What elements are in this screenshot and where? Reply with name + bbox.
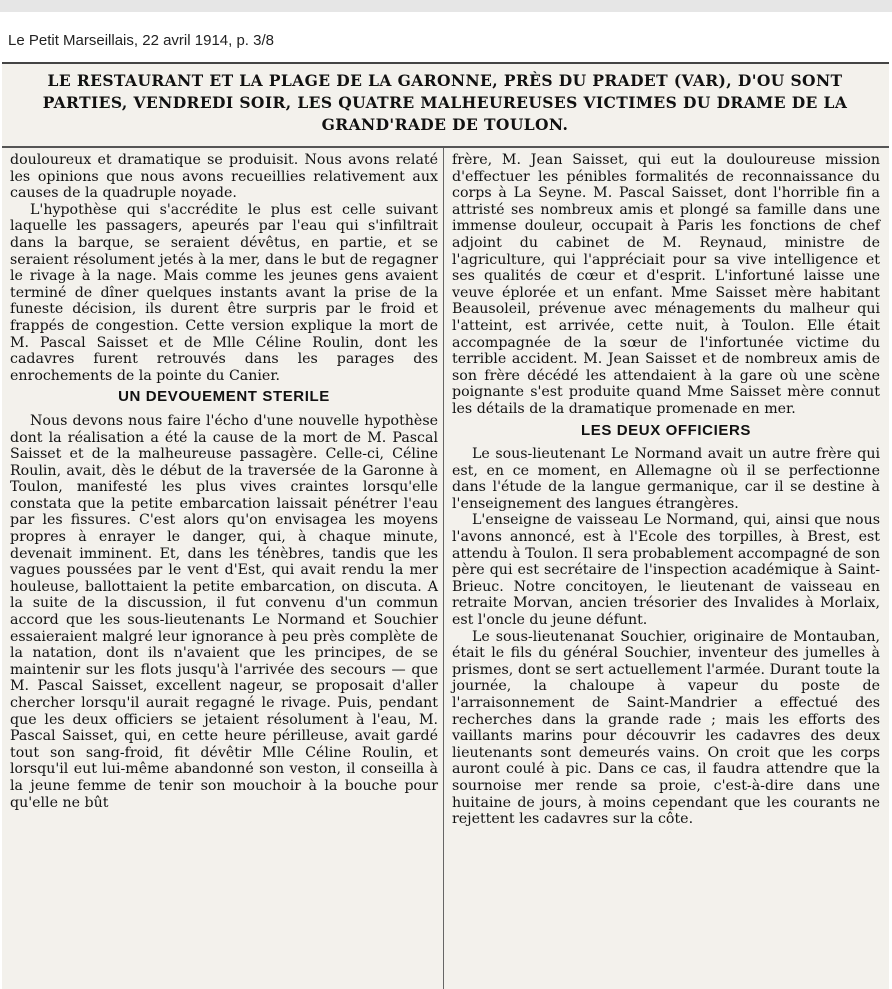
headline-divider (2, 146, 889, 148)
paragraph: frère, M. Jean Saisset, qui eut la douloureuse mission d'effectuer les pénibles formalités de reconnaissance du corps à La Seyne. M. Pascal Saisset, dont l'horrible fin a attristé ses nombreux amis et plongé sa famille dans une immense douleur, occupait à Paris les fonctions de chef adjoint du cabinet de M. Reynaud, ministre de l'agriculture, qui l'appréciait pour sa vive intelligence et ses qualités de cœur et d'esprit. L'infortuné laisse une veuve éplorée et un enfant. Mme Saisset mère habitant Beausoleil, prévenue avec ménagements du malheur qui l'atteint, est arrivée, cette nuit, à Toulon. Elle était accompagnée de la sœur de l'infortunée victime du terrible accident. M. Jean Saisset et de nombreux amis de son frère décédé les attendaient à la gare où une scène poignante s'est produite quand Mme Saisset mère connut les détails de la dramatique promenade en mer. (452, 152, 880, 417)
paragraph: L'hypothèse qui s'accrédite le plus est celle suivant laquelle les passagers, apeurés par l'eau qui s'infiltrait dans la barque, se seraient dévêtus, en partie, et se seraient résolument jetés à la mer, dans le but de regagner le rivage à la nage. Mais comme les jeunes gens avaient terminé de dîner quelques instants avant la prise de la funeste décision, ils durent être surpris par le froid et frappés de congestion. Cette version explique la mort de M. Pascal Saisset et de Mlle Céline Roulin, dont les cadavres furent retrouvés dans les parages des enrochements de la pointe du Canier. (10, 201, 438, 384)
image-caption (8, 32, 274, 49)
left-column (10, 152, 438, 811)
paragraph: Le sous-lieutenanat Souchier, originaire de Montauban, était le fils du général Souchier, inventeur des jumelles à prismes, dont se sert actuellement l'armée. Durant toute la journée, la chaloupe à vapeur du poste de l'arraisonnement de Saint-Mandrier a effectué des recherches dans la grande rade ; mais les efforts des vaillants marins pour découvrir les cadavres des deux lieutenants sont demeurés vains. On croit que les corps auront coulé à pic. Dans ce cas, il faudra attendre que la sournoise mer rende sa proie, c'est-à-dire dans une huitaine de jours, à moins cependant que les courants ne rejettent les cadavres sur la côte. (452, 628, 880, 828)
subheading-devouement: UN DEVOUEMENT STERILE (118, 388, 330, 406)
right-column (452, 152, 880, 828)
newspaper-clipping (2, 62, 889, 989)
column-divider (443, 148, 444, 989)
paragraph: douloureux et dramatique se produisit. Nous avons relaté les opinions que nous avons recueillies relativement aux causes de la quadruple noyade. (10, 152, 438, 202)
paragraph: Le sous-lieutenant Le Normand avait un autre frère qui est, en ce moment, en Allemagne où il se perfectionne dans l'étude de la langue germanique, car il se destine à l'enseignement des langues étrangères. (452, 446, 880, 512)
paragraph: Nous devons nous faire l'écho d'une nouvelle hypothèse dont la réalisation a été la cause de la mort de M. Pascal Saisset et de la malheureuse passagère. Celle-ci, Céline Roulin, avait, dès le début de la traversée de la Garonne à Toulon, manifesté les plus vives craintes lorsqu'elle constata que la petite embarcation laissait pénétrer l'eau par les fissures. C'est alors qu'on envisagea les moyens propres à enrayer le danger, qui, à chaque minute, devenait imminent. Et, dans les ténèbres, tandis que les vagues poussées par le vent d'Est, qui avait rendu la mer houleuse, ballottaient la petite embarcation, on discuta. A la suite de la discussion, il fut convenu d'un commun accord que les sous-lieutenants Le Normand et Souchier essaieraient malgré leur ignorance à peu près complète de la natation, dont ils n'avaient que les principes, de se maintenir sur les flots jusqu'à l'arrivée des secours — que M. Pascal Saisset, excellent nageur, se proposait d'aller chercher lorsqu'il aurait regagné le rivage. Puis, pendant que les deux officiers se jetaient résolument à l'eau, M. Pascal Saisset, qui, en cette heure périlleuse, avait gardé tout son sang-froid, fit dévêtir Mlle Céline Roulin, et lorsqu'il eut lui-même abandonné son veston, il conseilla à la jeune femme de tenir son mouchoir à la bouche pour qu'elle ne bût (10, 412, 438, 811)
subheading-officiers: LES DEUX OFFICIERS (581, 421, 751, 439)
caption-source: Le Petit Marseillais, (8, 32, 139, 49)
article-headline: LE RESTAURANT ET LA PLAGE DE LA GARONNE, PRÈS DU PRADET (VAR), D'OU SONT PARTIES, VENDREDI SOIR, LES QUATRE MALHEUREUSES VICTIMES DU DRAME DE LA GRAND'RADE DE TOULON. (42, 71, 848, 134)
caption-date-page: 22 avril 1914, p. 3/8 (142, 32, 274, 49)
paragraph: L'enseigne de vaisseau Le Normand, qui, ainsi que nous l'avons annoncé, est à l'Ecole des torpilles, à Brest, est attendu à Toulon. Il sera probablement accompagné de son père qui est secrétaire de l'inspection académique à Saint-Brieuc. Notre concitoyen, le lieutenant de vaisseau en retraite Morvan, ancien trésorier des Invalides à Morlaix, est l'oncle du jeune défunt. (452, 512, 880, 629)
top-bar (0, 0, 892, 12)
